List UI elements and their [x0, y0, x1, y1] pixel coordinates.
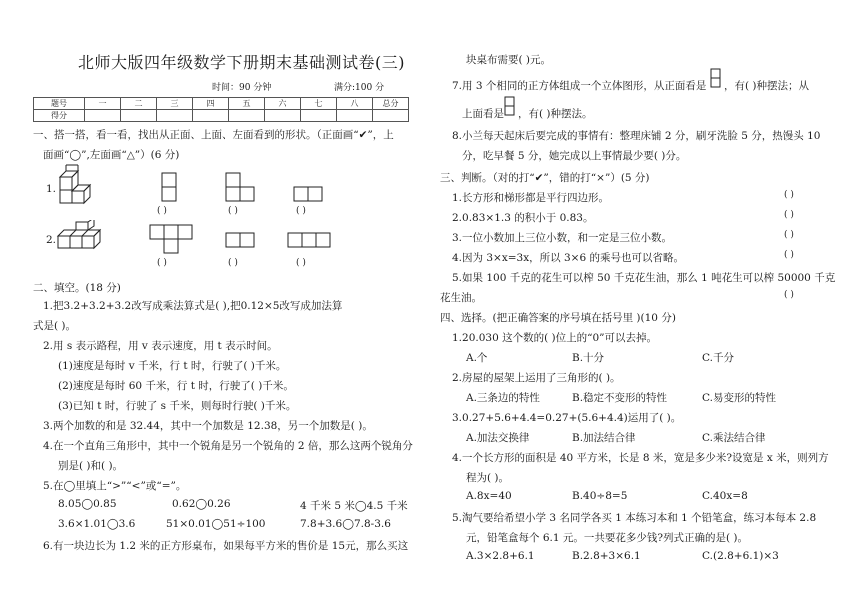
fill-7-cont: ，有( )种摆法；从 [724, 80, 810, 92]
judge-1: 1.长方形和梯形都是平行四边形。 [452, 192, 610, 204]
view-option-1a [160, 171, 178, 203]
score-cell: 总分 [373, 98, 409, 110]
score-input-cell[interactable] [301, 110, 337, 122]
fill-2: 2.用 s 表示路程，用 v 表示速度，用 t 表示时间。 [43, 340, 278, 352]
judge-3: 3.一位小数加上三位小数，和一定是三位小数。 [452, 232, 673, 244]
score-cell: 一 [85, 98, 121, 110]
answer-paren[interactable]: ( ) [157, 258, 167, 268]
page-title: 北师大版四年级数学下册期末基础测试卷(三) [78, 53, 405, 72]
score-cell: 七 [301, 98, 337, 110]
section-1-heading: 一、搭一搭，看一看，找出从正面、上面、左面看到的形状。（正面画“✔”，上 [33, 129, 394, 141]
choice-5: 5.淘气要给希望小学 3 名同学各买 1 本练习本和 1 个铅笔盒，练习本每本 2.8 [452, 512, 817, 524]
choice-2-a[interactable]: A.三条边的特性 [466, 392, 540, 404]
score-header-row [34, 98, 409, 110]
choice-4-cont: 程为( )。 [466, 472, 510, 484]
score-input-cell[interactable] [85, 110, 121, 122]
score-cell: 四 [193, 98, 229, 110]
fill-1-cont: 式是( )。 [33, 320, 77, 332]
score-cell: 八 [337, 98, 373, 110]
fill-6-cont: 块桌布需要( )元。 [466, 54, 552, 66]
judge-2: 2.0.83×1.3 的积小于 0.83。 [452, 212, 594, 224]
view-option-1c [292, 185, 324, 203]
choice-3-b[interactable]: B.加法结合律 [572, 432, 636, 444]
compare-3: 4 千米 5 米◯4.5 千米 [300, 500, 408, 512]
choice-5-b[interactable]: B.2.8+3×6.1 [572, 550, 641, 562]
compare-4: 3.6×1.01◯3.6 [58, 518, 136, 530]
answer-paren[interactable]: ( ) [296, 206, 306, 216]
compare-6: 7.8+3.6◯7.8-3.6 [300, 518, 391, 530]
fill-7-b-cont: ，有( )种摆法。 [518, 108, 593, 120]
judge-paren[interactable]: ( ) [784, 250, 794, 260]
judge-paren[interactable]: ( ) [784, 230, 794, 240]
answer-paren[interactable]: ( ) [228, 206, 238, 216]
choice-5-cont: 元，铅笔盒每个 6.1 元。一共要花多少钱?列式正确的是( )。 [466, 532, 749, 544]
fill-6: 6.有一块边长为 1.2 米的正方形桌布，如果每平方米的售价是 15元，那么买这 [43, 540, 409, 552]
score-cell: 五 [229, 98, 265, 110]
fill-7: 7.用 3 个相同的正方体组成一个立体图形，从正面看是 [452, 80, 707, 92]
score-table [33, 97, 409, 122]
section-4-heading: 四、选择。(把正确答案的序号填在括号里 )(10 分) [440, 312, 676, 324]
fill-2-1: (1)速度是每时 v 千米，行 t 时，行驶了( )千米。 [58, 360, 287, 372]
front-view-figure [710, 68, 722, 90]
score-input-cell[interactable] [157, 110, 193, 122]
q1-label: 1. [46, 183, 57, 195]
judge-paren[interactable]: ( ) [784, 190, 794, 200]
choice-1: 1.20.030 这个数的( )位上的“0”可以去掉。 [452, 332, 658, 344]
score-input-cell[interactable] [121, 110, 157, 122]
choice-1-b[interactable]: B.十分 [572, 352, 605, 364]
fill-8: 8.小兰每天起床后要完成的事情有：整理床铺 2 分，刷牙洗脸 5 分，热馒头 10 [452, 130, 821, 142]
choice-2-c[interactable]: C.易变形的特性 [702, 392, 776, 404]
score-input-cell[interactable] [229, 110, 265, 122]
fill-2-2: (2)速度是每时 60 千米，行 t 时，行驶了( )千米。 [58, 380, 294, 392]
answer-paren[interactable]: ( ) [228, 258, 238, 268]
section-2-heading: 二、填空。(18 分) [33, 282, 121, 294]
score-value-row [34, 110, 409, 122]
view-option-2a [148, 223, 194, 255]
judge-5-cont: 花生油。 [440, 292, 482, 304]
answer-paren[interactable]: ( ) [157, 206, 167, 216]
view-option-1b [224, 171, 256, 203]
score-input-cell[interactable] [373, 110, 409, 122]
exam-time: 时间：90 分钟 [212, 83, 272, 93]
score-cell: 题号 [34, 98, 85, 110]
fill-7-b: 上面看是 [462, 108, 504, 120]
answer-paren[interactable]: ( ) [296, 258, 306, 268]
score-cell: 六 [265, 98, 301, 110]
score-input-cell[interactable] [193, 110, 229, 122]
cube-figure-2 [56, 220, 108, 252]
choice-5-c[interactable]: C.(2.8+6.1)×3 [702, 550, 779, 562]
compare-1: 8.05◯0.85 [58, 498, 117, 510]
choice-4-c[interactable]: C.40x=8 [702, 490, 748, 502]
choice-1-c[interactable]: C.千分 [702, 352, 734, 364]
exam-score: 满分:100 分 [334, 83, 385, 93]
choice-5-a[interactable]: A.3×2.8+6.1 [466, 550, 535, 562]
choice-4-a[interactable]: A.8x=40 [466, 490, 512, 502]
choice-3-c[interactable]: C.乘法结合律 [702, 432, 766, 444]
score-cell: 三 [157, 98, 193, 110]
fill-8-cont: 分，吃早餐 5 分，她完成以上事情最少要( )分。 [462, 150, 687, 162]
score-input-cell[interactable] [337, 110, 373, 122]
judge-paren[interactable]: ( ) [784, 210, 794, 220]
section-3-heading: 三、判断。（对的打“✔”，错的打“×”）(5 分) [440, 172, 650, 184]
choice-1-a[interactable]: A.个 [466, 352, 488, 364]
cube-figure-1 [56, 163, 98, 207]
view-option-2c [286, 231, 332, 249]
score-cell: 二 [121, 98, 157, 110]
judge-5: 5.如果 100 千克的花生可以榨 50 千克花生油，那么 1 吨花生可以榨 50000 千克 [452, 272, 836, 284]
fill-4: 4.在一个直角三角形中，其中一个锐角是另一个锐角的 2 倍，那么这两个锐角分 [43, 440, 413, 452]
fill-3: 3.两个加数的和是 32.44，其中一个加数是 12.38，另一个加数是( )。 [43, 420, 373, 432]
choice-2: 2.房屋的屋架上运用了三角形的( )。 [452, 372, 621, 384]
choice-4: 4.一个长方形的面积是 40 平方米，长是 8 米，宽是多少米?设宽是 x 米，则列方 [452, 452, 829, 464]
fill-1: 1.把3.2+3.2+3.2改写成乘法算式是( ),把0.12×5改写成加法算 [43, 300, 343, 312]
score-cell: 得分 [34, 110, 85, 122]
section-1-heading-cont: 面画“◯”,左面画“△”）(6 分) [43, 149, 180, 161]
choice-3: 3.0.27+5.6+4.4=0.27+(5.6+4.4)运用了( )。 [452, 412, 682, 424]
fill-5: 5.在◯里填上“>”“<”或“=”。 [43, 480, 187, 492]
top-view-figure [504, 96, 516, 118]
choice-3-a[interactable]: A.加法交换律 [466, 432, 530, 444]
fill-4-cont: 别是( )和( )。 [58, 460, 124, 472]
choice-2-b[interactable]: B.稳定不变形的特性 [572, 392, 668, 404]
q2-label: 2. [46, 234, 57, 246]
compare-2: 0.62◯0.26 [172, 498, 231, 510]
score-input-cell[interactable] [265, 110, 301, 122]
judge-4: 4.因为 3×x=3x，所以 3×6 的乘号也可以省略。 [452, 252, 684, 264]
fill-2-3: (3)已知 t 时，行驶了 s 千米，则每时行驶( )千米。 [58, 400, 297, 412]
view-option-2b [224, 231, 256, 249]
choice-4-b[interactable]: B.40÷8=5 [572, 490, 628, 502]
compare-5: 51×0.01◯51÷100 [166, 518, 266, 530]
judge-paren[interactable]: ( ) [784, 290, 794, 300]
